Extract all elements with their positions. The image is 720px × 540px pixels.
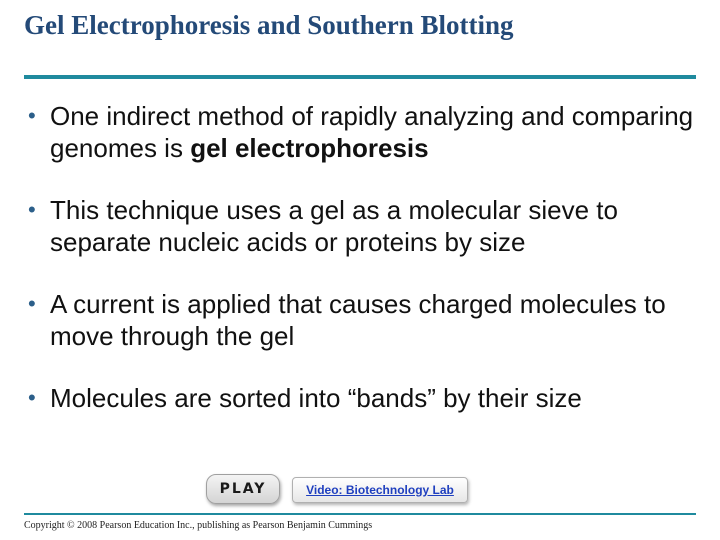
copyright-notice: Copyright © 2008 Pearson Education Inc., publishing as Pearson Benjamin Cummings [24, 520, 373, 531]
bullet-item [28, 100, 698, 164]
slide-title: Gel Electrophoresis and Southern Blotting [24, 10, 514, 40]
bullet-text: A current is applied that causes charged molecules to move through the gel [50, 289, 666, 351]
bullet-icon: • [28, 197, 36, 222]
bullet-item [28, 382, 698, 414]
bullet-text: Molecules are sorted into “bands” by their size [50, 383, 582, 413]
bullet-icon: • [28, 385, 36, 410]
video-link[interactable]: Video: Biotechnology Lab [292, 477, 468, 503]
bullet-item [28, 194, 698, 258]
title-divider [24, 75, 696, 79]
bullet-icon: • [28, 291, 36, 316]
bullet-list [28, 100, 698, 444]
bullet-item [28, 288, 698, 352]
footer-divider [24, 513, 696, 515]
bullet-text: This technique uses a gel as a molecular sieve to separate nucleic acids or proteins by size [50, 195, 618, 257]
bullet-icon: • [28, 103, 36, 128]
play-button[interactable]: PLAY [206, 474, 280, 504]
bullet-emphasis: gel electrophoresis [190, 133, 429, 163]
bullet-text: One indirect method of rapidly analyzing and comparing genomes is [50, 101, 694, 163]
